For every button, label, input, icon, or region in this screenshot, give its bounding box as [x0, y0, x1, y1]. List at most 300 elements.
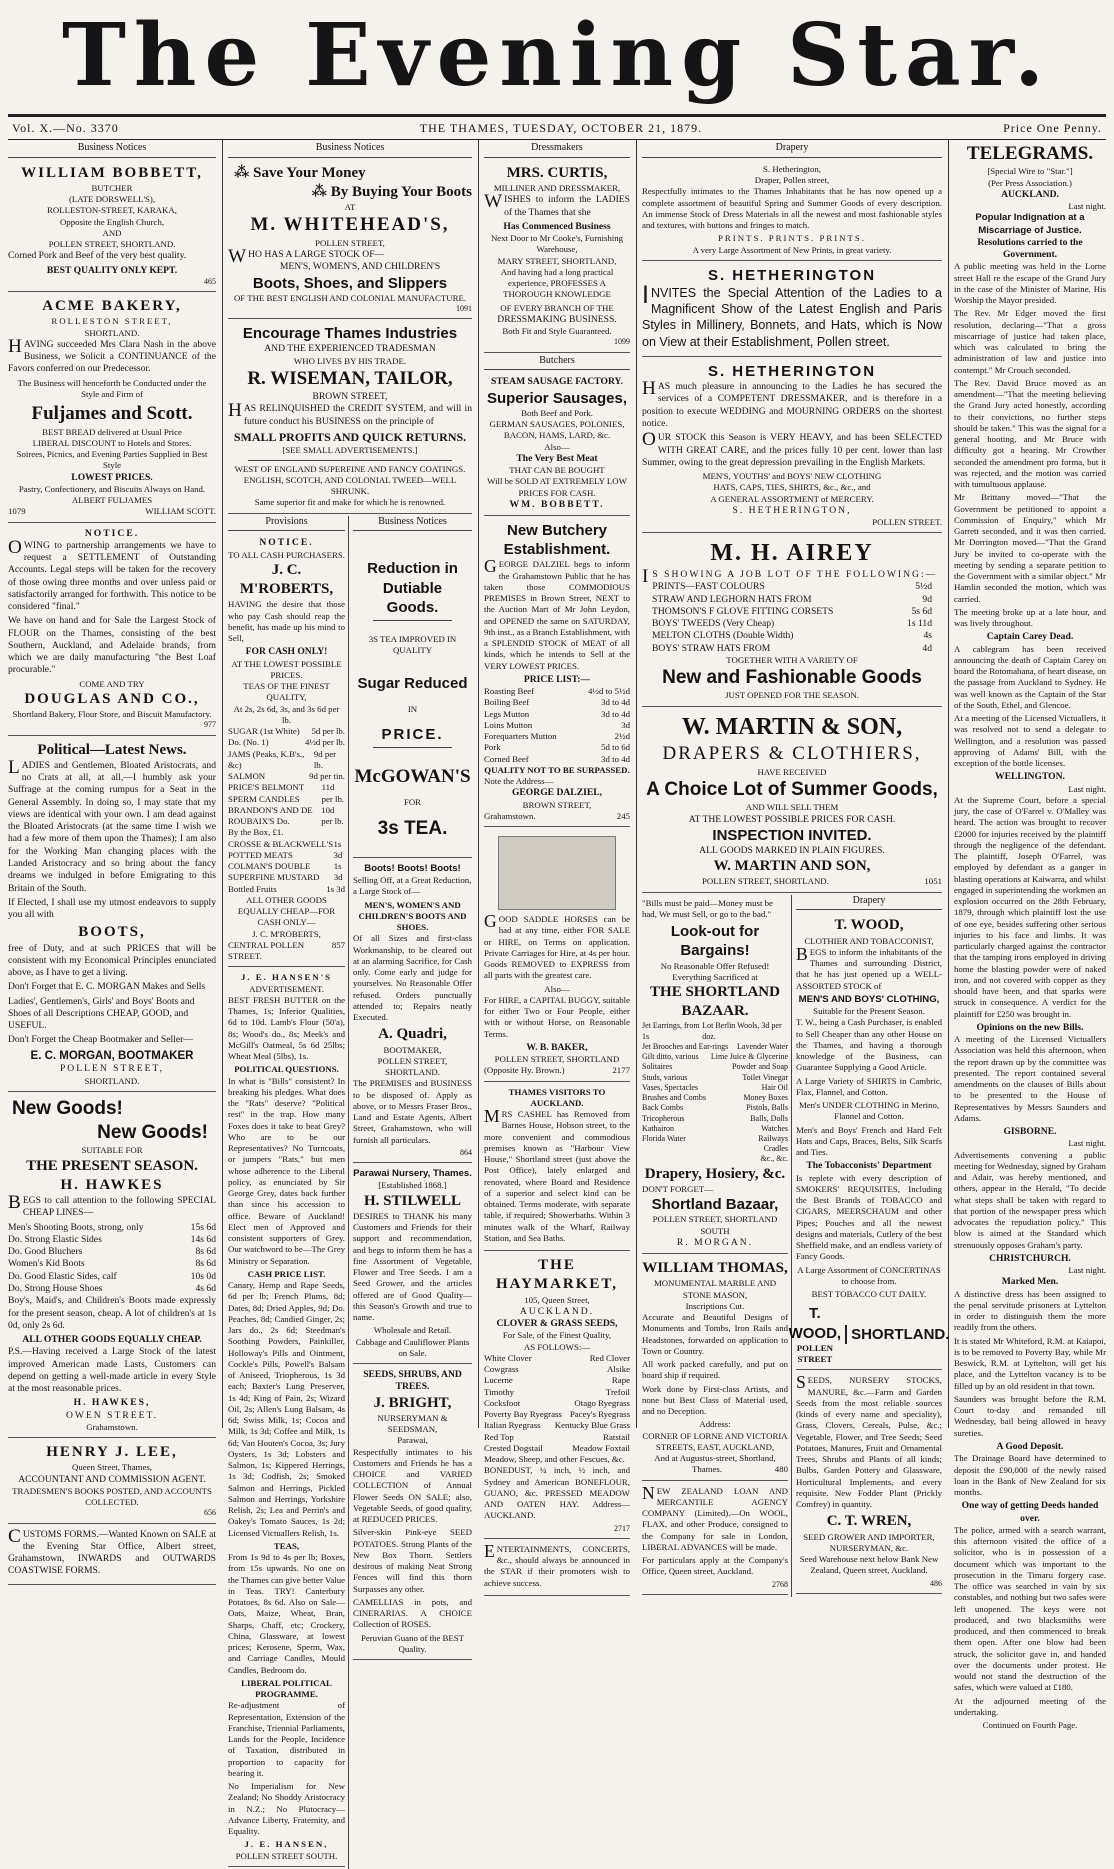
seed-row-label: Italian Ryegrass [484, 1420, 541, 1431]
price-row [228, 884, 345, 895]
ad-text: AT THE LOWEST POSSIBLE PRICES FOR CASH. [688, 813, 896, 825]
ad-text: AND [102, 227, 122, 238]
ad-text: No Imperialism for New Zealand; No Shoddy Aristocracy in N.Z.; No Plutocracy—Advance Liberty, Fraternity, and Equality. [228, 1781, 346, 1837]
price-row-label: Do. Good Elastic Sides, calf [8, 1270, 117, 1282]
ad-text: INVITES the Special Attention of the Ladies to a Magnificent Show of the Latest English and Paris Styles in Millinery, Bonnets, and Hats, which is Now on View at their Establishment, Pollen street. [642, 280, 942, 349]
section-header: Dressmakers [484, 142, 630, 158]
ad-text: Note the Address— [484, 776, 554, 787]
ad-hansen [228, 969, 345, 1867]
ad-text: Suitable for the Present Season. [813, 1006, 925, 1017]
price-row-label: Forequarters Mutton [484, 731, 557, 742]
star-icon: ⁂ [234, 164, 254, 181]
price-row [8, 1258, 216, 1270]
ad-text: WEST OF ENGLAND SUPERFINE AND FANCY COATINGS. [234, 463, 466, 474]
seed-row [484, 1420, 630, 1431]
ad-headline: PRICE LIST:— [523, 673, 591, 685]
column-rule [636, 140, 637, 1428]
ad-name: THE HAYMARKET, [495, 1257, 619, 1293]
column-5-telegrams [954, 142, 1106, 1731]
seed-row [484, 1432, 630, 1443]
goods-row-label: Gilt ditto, various [642, 1052, 699, 1062]
price-row-label: Bottled Fruits [228, 883, 277, 894]
ad-headline: Sugar Reduced [357, 675, 468, 693]
price-row-label: BRANDON'S AND DE ROUBAIX'S Do. [228, 804, 313, 827]
seed-list [484, 1353, 630, 1466]
goods-row [642, 1083, 788, 1093]
ad-headline: SEEDS, SHRUBS, AND TREES. [363, 1369, 462, 1393]
seed-row-label: Red Top [484, 1431, 514, 1442]
price-row-label: Roasting Beef [484, 686, 535, 697]
price-list [484, 686, 630, 765]
ad-text: HATS, CAPS, TIES, SHIRTS, &c., &c., and [713, 482, 871, 493]
ad-text: Boy's, Maid's, and Children's Boots made expressly for the present season, cheap. A lot of children's at 1s 0d, only 2s 6d. [8, 1295, 216, 1331]
seed-row [484, 1454, 630, 1465]
price-row-value: 4½d per lb. [304, 737, 346, 748]
ad-headline: Boots, Shoes, and Slippers [252, 274, 448, 292]
price-row-label: MELTON CLOTHS (Double Width) [652, 630, 794, 642]
ad-name: S. HETHERINGTON [707, 362, 877, 380]
seed-row-value: Red Clover [589, 1352, 630, 1363]
ad-text: BOOTMAKER, [383, 1044, 442, 1055]
ad-wiseman [228, 321, 472, 513]
price-row-label: Pork [484, 742, 501, 753]
continued-note: Continued on Fourth Page. [982, 1720, 1078, 1731]
ad-text: Draper, Pollen street, [754, 175, 830, 186]
news-text: A cablegram has been received announcing the death of Captain Carey on board the Rotomahana, of heart disease, on the passage from Auckland to Sydney. He was well known as the Captain of the Star of the South, Ethel, and Glencoe. [954, 643, 1106, 710]
price-row-value: 14s 6d [190, 1233, 216, 1245]
news-text: It is stated Mr Whiteford, R.M. at Kaiapoi, is to be removed to Poverty Bay, while Mr Beswick, R.M. at Lyttelton, will get his place, and the Lyttelton vacancy is to be filled up by an old resident in that town. [954, 1335, 1106, 1391]
goods-row [642, 1021, 788, 1041]
ad-text: CAMELLIAS in pots, and CINERARIAS. A CHOICE Collection of ROSES. [353, 1596, 472, 1630]
price-list [642, 581, 942, 655]
ad-text: QUALITY NOT TO BE SURPASSED. [484, 764, 630, 775]
price-row [652, 630, 932, 642]
goods-row [642, 1073, 788, 1083]
ad-text: WISHES to inform the LADIES of the Thames that she [484, 191, 630, 218]
ad-sausage-factory [484, 373, 630, 516]
ad-text: MONUMENTAL MARBLE AND STONE MASON, [653, 1278, 777, 1300]
seed-row [484, 1364, 630, 1375]
ad-text: Wholesale and Retail. [373, 1325, 452, 1336]
ad-text: Don't Forget that E. C. MORGAN Makes and Sells [8, 981, 206, 993]
price-row [228, 737, 345, 748]
ad-signature: ALBERT FULJAMES [71, 495, 153, 506]
dateline-note: (Per Press Association.) [988, 177, 1072, 188]
seed-row-value: Rape [611, 1375, 630, 1386]
ad-text: CLOTHIER AND TOBACCONIST, [804, 935, 934, 946]
news-text: A public meeting was held in the Lorne street Hall re the escape of the Grand Jury in the case of the Minister of Marine. His Worship the Mayor presided. [954, 261, 1106, 306]
ad-address: Grahamstown. [86, 1421, 138, 1432]
price-row-value: 1s 3d [333, 861, 343, 883]
ad-address: SHORTLAND. [84, 1075, 140, 1086]
ad-number: 2768 [772, 1579, 788, 1589]
ad-entertainments [484, 1541, 630, 1596]
seed-row-label: White Clover [484, 1352, 532, 1363]
ad-text: ENGLISH, SCOTCH, AND COLONIAL TWEED—WELL SHRUNK. [243, 474, 457, 497]
seed-row-value: Otago Ryegrass [574, 1397, 630, 1408]
price-row-value: 2½d [614, 731, 630, 742]
ad-text: NURSERYMAN, &c. [829, 1542, 909, 1553]
price-row [652, 581, 932, 593]
seed-row-label: Cocksfoot [484, 1397, 521, 1408]
price-row [228, 782, 345, 805]
ad-address: POLLEN STREET, SHORTLAND. [48, 239, 176, 250]
price-row-value: 11d per lb. [321, 782, 345, 804]
goods-row-label: Jet Brooches and Ear-rings [642, 1041, 729, 1051]
ad-text: HAVING succeeded Mrs Clara Nash in the above Business, we Solicit a CONTINUANCE of the Favors conferred on our Predecessor. [8, 335, 216, 375]
ad-text: Peruvian Guano of the BEST Quality. [360, 1632, 465, 1654]
ad-text: AND WILL SELL THEM [745, 802, 839, 813]
price-row [8, 1246, 216, 1258]
price-row-label: PRINTS—FAST COLOURS [652, 581, 765, 593]
ad-number: 1051 [924, 876, 942, 887]
ad-headline: THAMES VISITORS TO AUCKLAND. [508, 1086, 606, 1108]
ad-text: OF EVERY BRANCH OF THE [500, 302, 614, 313]
ad-mcgowan [353, 534, 472, 858]
ad-text: TRADESMEN'S BOOKS POSTED, AND ACCOUNTS COLLECTED. [12, 1485, 212, 1508]
price-row-value: 1s 3d [333, 838, 343, 860]
ad-address: MARY STREET, SHORTLAND, [497, 255, 617, 266]
seed-row [484, 1409, 630, 1420]
ad-text: Silver-skin Pink-eye SEED POTATOES. Strong Plants of the New Box Thorn. Settlers desirous of making Neat Strong Fences will find this thorn Surpasses any other. [353, 1527, 472, 1594]
price-row [652, 594, 932, 606]
ad-address: Grahamstown. [484, 810, 536, 821]
ad-text: Same superior fit and make for which he is renowned. [254, 497, 446, 508]
ad-dalziel [484, 518, 630, 827]
price-row [652, 606, 932, 618]
ad-text: T. W., being a Cash Purchaser, is enabled to Sell Cheaper than any other House on the Thames, and having a thorough knowledge of the Business, can Guarantee Supplying a Good Article. [796, 1017, 942, 1073]
ad-signature: WILLIAM SCOTT. [145, 506, 216, 517]
ad-thomas [642, 1256, 788, 1480]
ad-baker [484, 829, 630, 1082]
price-row-label: Do. Strong House Shoes [8, 1282, 103, 1294]
price-row-label: SUGAR (1st White) [228, 726, 300, 737]
ad-text: MEN'S, YOUTHS' and BOYS' NEW CLOTHING [702, 471, 882, 482]
news-text: The meeting broke up at a late hour, and was lively throughout. [954, 606, 1106, 629]
ad-address: POLLEN STREET, [59, 1063, 165, 1075]
price-row-value: 5s 6d [911, 605, 932, 617]
dateline-note: [Special Wire to "Star."] [987, 166, 1073, 177]
goods-row-value: Money Boxes [743, 1093, 788, 1103]
column-1 [8, 142, 216, 1577]
ad-text: OF THE BEST ENGLISH AND COLONIAL MANUFACTURE. [233, 292, 467, 303]
goods-row-value: Hair Oil [761, 1082, 788, 1092]
ad-text: BEST FRESH BUTTER on the Thames, 1s; Inferior Qualities, 6d to 10d. Lamb's Flour (50'a), 8s; Wood's do., 8s; Meek's and McGill's Oatmeal, 5s 6d 25lbs; Wheat Meal (5lbs), 1s. [228, 994, 346, 1062]
ad-headline: INSPECTION INVITED. [712, 826, 872, 844]
goods-row-value: Powder and Soap [732, 1062, 788, 1072]
ad-headline: DRAPERS & CLOTHIERS, [662, 743, 922, 765]
ad-hawkes [8, 1094, 216, 1438]
ad-text: CUSTOMS FORMS.—Wanted Known on SALE at the Evening Star Office, Albert street, Grahamstown, INWARDS and OUTWARDS COASTWISE FORMS. [8, 1525, 216, 1577]
price-row-label: Loins Mutton [484, 719, 533, 730]
ad-text: THAT CAN BE BOUGHT [509, 465, 605, 476]
ad-text: For HIRE, a CAPITAL BUGGY, suitable for either Two or Four People, either with or without Horse, on Reasonable Terms. [484, 994, 630, 1039]
goods-row-value: Watches [761, 1123, 788, 1133]
ad-address: Thames. [692, 1464, 723, 1475]
ad-number: 486 [930, 1578, 942, 1588]
ad-address: Queen Street, Thames, [72, 1462, 152, 1473]
price-row-label: BOYS' TWEEDS (Very Cheap) [652, 618, 775, 630]
news-text: The police, armed with a search warrant, this afternoon visited the office of a solicitor, who is in possession of a document which was important to the prosecution in the Timaru forgery case. The office was searched in vain by six constables, and nothing but two safes were left unopened. The keys were not produced, and two blacksmiths were produced, and then commenced to break them open. After one blow had been struck, the solicitor gave in, and handed over the documents under protest. He would not stand the destruction of the safes, which were valued at £180. [954, 1524, 1106, 1693]
ad-text: BACON, HAMS, LARD, &c. [503, 430, 611, 441]
section-header: Business Notices [228, 142, 472, 158]
ad-text: Selling Off, at a Great Reduction, a Large Stock of— [353, 875, 472, 897]
ad-text: HAVING the desire that those who pay Cash should reap the benefit, has made up his mind to Sell, [228, 599, 346, 644]
goods-row-label: Tricopherous [642, 1113, 685, 1123]
price-row [8, 1271, 216, 1283]
ad-text: ALL OTHER GOODS EQUALLY CHEAP. [22, 1334, 202, 1346]
ad-text: BEGS to inform the inhabitants of the Thames and surrounding District, that he has just opened up a WELL-ASSORTED STOCK of [796, 943, 942, 991]
ad-address: POLLEN STREET [796, 1342, 833, 1365]
ad-headline: 3s TEA. [377, 817, 448, 839]
section-header: Business Notices [8, 142, 216, 158]
ad-cashel [484, 1084, 630, 1252]
ad-number: 857 [331, 939, 346, 950]
sub-column-wood [788, 894, 950, 1597]
ad-address: OWEN STREET. [65, 1409, 159, 1421]
column-rule [948, 140, 949, 1428]
ad-nz-loan [642, 1483, 788, 1595]
ad-text: Men's UNDER CLOTHING in Merino, Flannel and Cotton. [798, 1100, 940, 1122]
price-row-value: 9d per lb. [313, 748, 337, 770]
ad-text: JUST OPENED FOR THE SEASON. [725, 690, 859, 701]
ad-headline: New and Fashionable Goods [662, 667, 922, 689]
ad-hetherington-millinery [642, 263, 942, 357]
ad-text: AT THE LOWEST POSSIBLE PRICES. [231, 658, 342, 680]
price-row-value: 3d to 4d [601, 753, 630, 764]
ad-name: S. Hetherington, [763, 163, 821, 174]
goods-row-label: Kathairon [642, 1123, 674, 1133]
ad-signature: GEORGE DALZIEL, [511, 787, 603, 799]
price-row-label: Men's Shooting Boots, strong, only [8, 1221, 144, 1233]
ad-text: HAS much pleasure in announcing to the Ladies he has secured the services of a COMPETENT DRESSMAKER, and is therefore in a position to execute WEDDING and MOURNING ORDERS on the shortest notice. [642, 378, 942, 429]
ad-text: Corned Pork and Beef of the very best quality. [8, 250, 187, 262]
price: Price One Penny. [1003, 120, 1102, 135]
ad-text: WHO HAS A LARGE STOCK OF— [228, 245, 385, 267]
ad-number: 245 [616, 810, 630, 821]
price-row-label: Boiling Beef [484, 697, 530, 708]
column-rule [222, 140, 223, 1428]
ad-headline: By Buying Your Boots [330, 183, 472, 200]
ad-number: 864 [460, 1147, 472, 1157]
ad-address: 105, Queen Street, [524, 1294, 590, 1305]
ad-text: AS FOLLOWS:— [523, 1341, 591, 1352]
goods-row-label: Solitaires [642, 1062, 673, 1072]
ad-signature: WM. BOBBETT. [509, 498, 605, 510]
ad-text: Next Door to Mr Cooke's, Furnishing Warehouse, [490, 233, 624, 255]
price-row-value: 3d to 4d [601, 697, 630, 708]
ad-text: All work packed carefully, and put on board ship if required. [642, 1359, 788, 1381]
goods-row [642, 1052, 788, 1062]
ad-name: W. MARTIN & SON, [681, 713, 903, 740]
ad-text: LIBERAL DISCOUNT to Hotels and Stores. [32, 437, 192, 448]
ad-number: 1099 [614, 337, 630, 347]
ad-bobbett [8, 161, 216, 292]
price-row [484, 686, 630, 697]
ad-text: GEORGE DALZIEL begs to inform the Grahamstown Public that he has taken those COMMODIOUS PREMISES in Brown Street, NEXT to the Auction Mart of Mr John Leydon, and OPENED the same on SATURDAY, 9th inst., as a Branch Establishment, with a SPLENDID STOCK of MEAT of all kinds, which he intends to Sell at the VERY LOWEST PRICES. [484, 556, 630, 671]
ad-hetherington-dressmaker [642, 359, 942, 533]
goods-row-value: Railways [758, 1134, 788, 1144]
seed-row [484, 1398, 630, 1409]
seed-row-label: Crested Dogstail [484, 1442, 543, 1453]
seed-row-label: Lucerne [484, 1375, 513, 1386]
column-rule [478, 140, 479, 1428]
ad-text: SEEDS, NURSERY STOCKS, MANURE, &c.—Farm and Garden Seeds from the most reliable sources (kinds of every name and speciality), Grass, Clovers, Cereals, Pulse, &c.; Vegetable, Flower, and Tree Seeds; Seed Potatoes, Manures, Fruit and Ornamental Trees, Shrubs and Plants of all kinds; Bulbs, Garden Pottery and Glassware, Horticultural Implements, and every requisite. New Fodder Plant (Prickly Comfrey) in quantity. [796, 1372, 942, 1510]
ad-address: POLLEN STREET, [315, 237, 385, 248]
ad-headline: PRICE. [381, 725, 444, 743]
goods-row-value: Lavender Water [737, 1041, 788, 1051]
price-row [8, 1234, 216, 1246]
ad-curtis [484, 161, 630, 353]
place-date: THE THAMES, TUESDAY, OCTOBER 21, 1879. [419, 120, 703, 135]
ad-text: Canary, Hemp and Rape Seeds, 6d per lb; French Plums, 8d; Dates, 8d; Dried Apples, 9d; Do. Peaches, 8d; Candied Ginger, 2s; Jars do., 2s 6d; Steedman's Soothing Powders, Painkiller, Holloway's Pills and Ointment, Cockle's Pills, Powell's Balsam of Aniseed, Triopherous, 1s 3d each; Baxter's Lung Preserver, 1s 4d; King of Pain, 2s; Wizard Oil, 2s; Allen's Lung Balsam, 4s 6d; Swiss Milk, 1s; Cocoa and Milk, 1s 3d; Coffee and Milk, 1s 6d; Van Houten's Cocoa, 3s; Jury Oysters, 1s 3d; Lobsters and Salmon, 1s; Kippered Herrings, 1s 3d; Codfish, 2s; Smoked Salmon and Herrings, Pickled Salmon and Herrings, Yorkshire Relish, 2s; Lea and Perrin's and Oakey's Tomato Sauces, 1s 2d; Licensed Victuallers Relish, 1s. [228, 1280, 346, 1538]
price-row-value: 4s 6d [195, 1282, 216, 1294]
masthead [0, 0, 1114, 112]
seed-row [484, 1443, 630, 1454]
goods-row [642, 1114, 788, 1124]
price-row-label: Women's Kid Boots [8, 1258, 85, 1270]
price-row-label: STRAW AND LEGHORN HATS FROM [652, 593, 812, 605]
masthead-title: The Evening Star. [61, 5, 1053, 106]
ad-stilwell [353, 1165, 472, 1364]
ad-headline: Has Commenced Business [503, 220, 611, 232]
ad-headline: Save Your Money [253, 164, 366, 181]
seed-row-value: Alsike [607, 1364, 630, 1375]
ad-text: AT [344, 202, 356, 213]
goods-row-label: Back Combs [642, 1103, 684, 1113]
ad-address: Seed Warehouse next below Bank New Zealand, Queen street, Auckland. [799, 1554, 939, 1576]
ad-text: SUITABLE FOR [81, 1145, 143, 1156]
price-row-value: 3d to 4d [601, 708, 630, 719]
ad-headline: Fuljames and Scott. [31, 403, 193, 425]
price-row [228, 726, 345, 737]
ad-text: No Reasonable Offer Refused! Everything Sacrificed at [660, 960, 770, 982]
ad-text: At 2s, 2s 6d, 3s, and 3s 6d per lb. [233, 703, 340, 725]
price-row-value: 10s 0d [190, 1270, 216, 1282]
goods-row-label: Studs, various [642, 1072, 688, 1082]
ad-text: TO ALL CASH PURCHASERS. [228, 549, 345, 560]
ad-text: Inscriptions Cut. [685, 1300, 745, 1311]
ad-whitehead [228, 161, 472, 319]
goods-row-value: &c., &c. [760, 1154, 788, 1164]
ad-text: NURSERYMAN & SEEDSMAN, [377, 1412, 448, 1435]
goods-row-label: Brushes and Combs [642, 1093, 706, 1103]
ad-text: ENTERTAINMENTS, CONCERTS, &c., should always be announced in the STAR if their promoters wish to achieve success. [484, 1540, 630, 1588]
place-heading: WELLINGTON. [995, 771, 1065, 783]
ad-text: FOR [403, 797, 422, 808]
goods-row-value: Toilet Vinegar [742, 1072, 788, 1082]
ad-name: R. WISEMAN, TAILOR, [247, 367, 453, 389]
ad-address: CENTRAL POLLEN STREET. [228, 939, 305, 962]
ad-text: OWING to partnership arrangements we have to request a SETTLEMENT of Outstanding Accounts. Legal steps will be taken for the recovery of those owing three months and over unless paid or satisfactorily arranged for forthwith. This notice to be considered "final." [8, 536, 216, 613]
seed-row-value: Kentucky Blue Grass [554, 1420, 630, 1431]
time-note: Last night. [1068, 1265, 1106, 1276]
ad-text: SEED GROWER AND IMPORTER, [803, 1531, 935, 1542]
wood-logo-box [788, 1304, 950, 1365]
price-row-value: 8s 6d [195, 1246, 216, 1258]
sub-column-business [353, 516, 472, 1869]
ad-name: S. HETHERINGTON [707, 266, 877, 284]
goods-row-label: Vases, Spectacles [642, 1082, 698, 1092]
ad-number: 2177 [612, 1065, 630, 1076]
ad-name: HENRY J. LEE, [46, 1444, 178, 1461]
price-row-label: SALMON [228, 771, 266, 782]
ad-text: [Established 1868.] [378, 1180, 447, 1191]
section-header: Business Notices [353, 516, 472, 532]
section-title: TELEGRAMS. [966, 143, 1094, 164]
goods-row-value: Balls, Dolls [750, 1113, 788, 1123]
ad-name: H. HAWKES [60, 1176, 164, 1193]
ad-address: ROLLESTON STREET, [51, 316, 173, 327]
place-heading: CHRISTCHURCH. [989, 1252, 1071, 1264]
ad-text: ALL GOODS MARKED IN PLAIN FIGURES. [699, 844, 885, 856]
price-row-value: 4s [923, 630, 932, 642]
ad-headline: CASH PRICE LIST. [247, 1268, 326, 1279]
ad-text: We have on hand and for Sale the Largest Stock of FLOUR on the Thames, consisting of the best Southern, Auckland, and Adelaide brands, from which we are daily manufacturing "the Best Loaf procurable." [8, 615, 216, 676]
ad-text: TOGETHER WITH A VARIETY OF [726, 654, 858, 665]
price-row-label: Legs Mutton [484, 708, 530, 719]
ad-headline: BOOTS, [78, 924, 146, 941]
ad-text: COME AND TRY [79, 678, 145, 689]
price-row-value: 10d per lb. [321, 804, 344, 827]
price-row-value: 9d per tin. [309, 771, 346, 782]
goods-row-label: Jet Earrings, from 1s [642, 1021, 700, 1041]
ad-headline: POLITICAL QUESTIONS. [234, 1064, 339, 1075]
price-row [8, 1222, 216, 1234]
horse-carriage-illustration [498, 836, 616, 910]
price-row [484, 731, 630, 742]
ad-name: A. Quadri, [378, 1026, 447, 1043]
ad-text: Respectfully intimates to his Customers and Friends he has a CHOICE and VARIED COLLECTION of Annual Flower Seeds ON SALE; also, Vegetable Seeds, of good quality, at REDUCED PRICES. [353, 1446, 472, 1525]
goods-list [642, 1021, 788, 1164]
section-header: Provisions [228, 516, 345, 532]
ad-number: 977 [204, 720, 216, 730]
news-text: A distinctive dress has been assigned to the penal servitude prisoners at Lyttelton in order to distinguish them the more readily from the others. [954, 1288, 1106, 1333]
price-row-label: Do. Strong Elastic Sides [8, 1233, 102, 1245]
goods-row-value: Lime Juice & Glycerine [710, 1052, 788, 1062]
ad-text: Pastry, Confectionery, and Biscuits Always on Hand. [18, 483, 206, 494]
ad-text: MILLINER AND DRESSMAKER, [493, 182, 621, 193]
price-row [652, 618, 932, 630]
ad-bright [353, 1366, 472, 1660]
column-4 [642, 142, 950, 1589]
ad-address: BROWN STREET, [522, 799, 592, 810]
ad-headline: Political—Latest News. [37, 741, 187, 758]
price-row [228, 839, 345, 862]
price-row-value: 9d [922, 593, 932, 605]
price-row-value: 1s 3d [326, 883, 346, 894]
divider [248, 460, 452, 461]
ad-headline: THE PRESENT SEASON. [26, 1157, 198, 1174]
ad-text: Of all Sizes and first-class Workmanship, to be cleared out at an alarming Sacrifice, for Cash only. Come early and judge for yourselves. No Reasonable Offer refused. Orders punctually attended to; Repairs neatly Executed. [353, 933, 472, 1023]
price-row-label: JAMS (Peaks, K.B's., &c) [228, 748, 305, 770]
ad-address: CORNER OF LORNE AND VICTORIA STREETS, EAST, AUCKLAND, [642, 1430, 788, 1452]
ad-text: DRESSMAKING BUSINESS. [497, 313, 617, 325]
ad-name: J. E. HANSEN'S [240, 972, 333, 983]
ad-text: For Sale, of the Finest Quality, [502, 1330, 612, 1341]
price-row [484, 742, 630, 753]
seed-row [484, 1387, 630, 1398]
ad-text: And having had a long practical experience, PROFESSES A THOROUGH KNOWLEDGE [500, 266, 614, 300]
ad-number: 1091 [456, 303, 472, 313]
goods-row [642, 1062, 788, 1072]
divider [373, 620, 452, 621]
ad-wood [788, 913, 950, 1370]
ad-text: DON'T FORGET— [642, 1183, 714, 1194]
ad-name: ACME BAKERY, [42, 298, 182, 315]
ad-name: M. WHITEHEAD'S, [250, 214, 450, 236]
ad-customs-forms [8, 1526, 216, 1585]
